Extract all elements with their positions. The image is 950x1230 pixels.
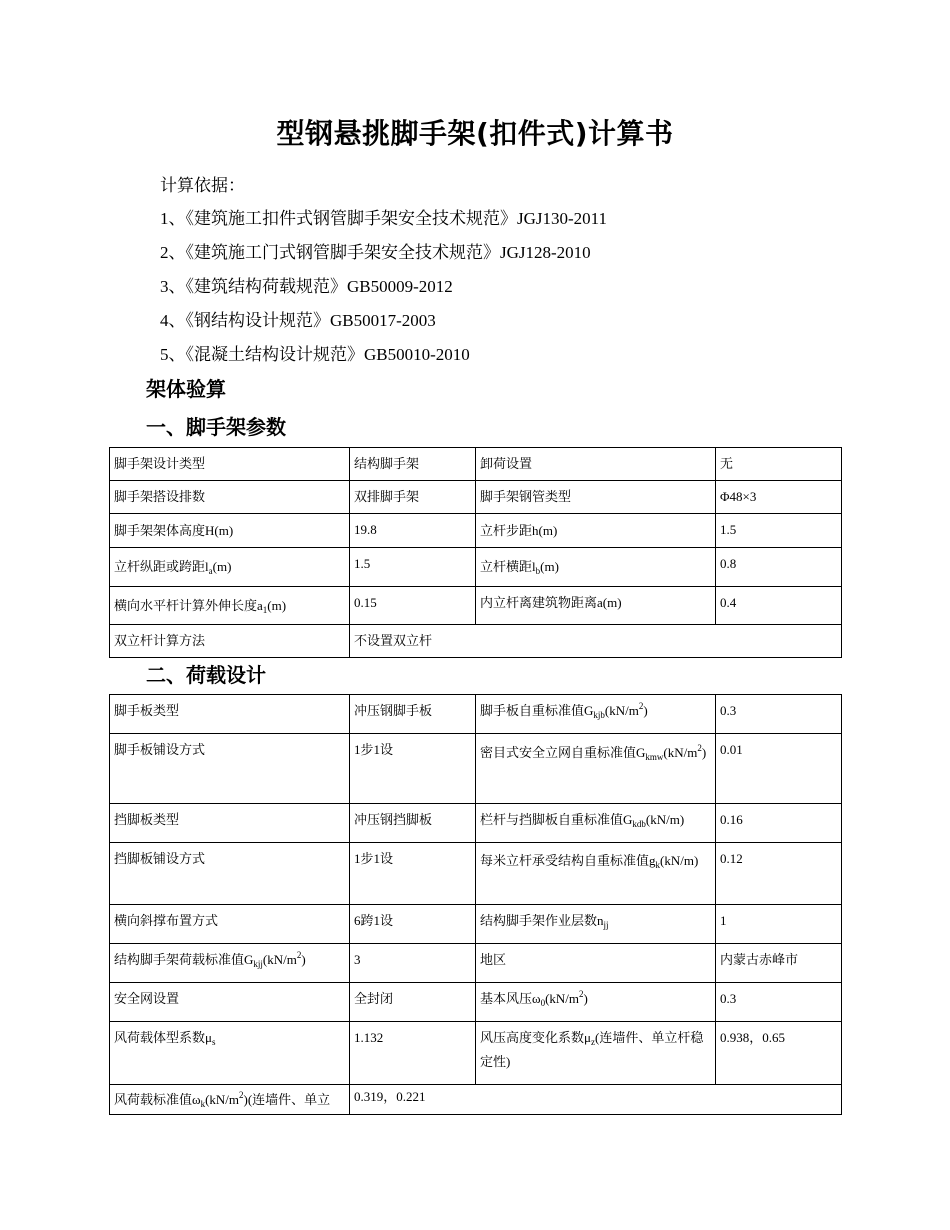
param-label: 栏杆与挡脚板自重标准值$G_{kdb}(kN/m)$ [476, 804, 716, 843]
param-value: 不设置双立杆 [350, 625, 842, 658]
param-value: 结构脚手架 [350, 448, 476, 481]
table-row [110, 944, 842, 983]
table-row [110, 843, 842, 905]
basis-item-3: 3、《建筑结构荷载规范》GB50009-2012 [160, 277, 453, 296]
basis-item-5: 5、《混凝土结构设计规范》GB50010-2010 [160, 345, 470, 364]
param-value: 无 [716, 448, 842, 481]
param-label: 风压高度变化系数$\mu_z$(连墙件、单立杆稳定性) [476, 1022, 716, 1085]
table-row [110, 1085, 842, 1115]
param-label: 卸荷设置 [476, 448, 716, 481]
param-label: 横向水平杆计算外伸长度$a_1(m)$ [110, 587, 350, 625]
table-row [110, 448, 842, 481]
load-design-table [109, 694, 842, 1115]
param-value: 0.319，0.221 [350, 1085, 842, 1115]
param-value: 1步1设 [350, 843, 476, 905]
param-value: 0.01 [716, 734, 842, 804]
param-label: 安全网设置 [110, 983, 350, 1022]
table-row [110, 983, 842, 1022]
param-value: 冲压钢脚手板 [350, 695, 476, 734]
table-row [110, 481, 842, 514]
param-value: 1.5 [716, 514, 842, 548]
param-value: 0.8 [716, 548, 842, 587]
param-value: 1步1设 [350, 734, 476, 804]
param-label: 立杆纵距或跨距$l_a(m)$ [110, 548, 350, 587]
basis-item-2: 2、《建筑施工门式钢管脚手架安全技术规范》JGJ128-2010 [160, 243, 591, 262]
param-label: 结构脚手架作业层数$n_{jj}$ [476, 905, 716, 944]
table-row [110, 905, 842, 944]
param-label: 脚手架架体高度H(m) [110, 514, 350, 548]
table-row [110, 1022, 842, 1085]
basis-heading: 计算依据： [160, 176, 245, 195]
param-label: 挡脚板类型 [110, 804, 350, 843]
param-label: 脚手架设计类型 [110, 448, 350, 481]
param-label: 挡脚板铺设方式 [110, 843, 350, 905]
param-label: 内立杆离建筑物距离a(m) [476, 587, 716, 625]
param-label: 脚手架钢管类型 [476, 481, 716, 514]
param-value: 1.132 [350, 1022, 476, 1085]
param-value: 19.8 [350, 514, 476, 548]
param-value: 0.3 [716, 983, 842, 1022]
param-value: 0.938，0.65 [716, 1022, 842, 1085]
param-value: 6跨1设 [350, 905, 476, 944]
param-value: 0.3 [716, 695, 842, 734]
param-value: Φ48×3 [716, 481, 842, 514]
table-row [110, 548, 842, 587]
param-label: 脚手板自重标准值$G_{kjb}(kN/m^2)$ [476, 695, 716, 734]
section-heading-1: 一、脚手架参数 [146, 415, 286, 439]
param-value: 全封闭 [350, 983, 476, 1022]
param-label: 立杆步距h(m) [476, 514, 716, 548]
table-row [110, 625, 842, 658]
param-value: 3 [350, 944, 476, 983]
param-value: 1.5 [350, 548, 476, 587]
basis-item-4: 4、《钢结构设计规范》GB50017-2003 [160, 311, 436, 330]
table-row [110, 734, 842, 804]
section-heading-2: 二、荷载设计 [146, 663, 266, 687]
param-label: 双立杆计算方法 [110, 625, 350, 658]
param-label: 立杆横距$l_b(m)$ [476, 548, 716, 587]
table-row [110, 804, 842, 843]
table-row [110, 695, 842, 734]
param-value: 0.15 [350, 587, 476, 625]
param-value: 0.4 [716, 587, 842, 625]
param-label: 密目式安全立网自重标准值$G_{kmw}(kN/m^2)$ [476, 734, 716, 804]
param-label: 脚手板类型 [110, 695, 350, 734]
param-label: 每米立杆承受结构自重标准值$g_k(kN/m)$ [476, 843, 716, 905]
table-row [110, 587, 842, 625]
param-value: 0.16 [716, 804, 842, 843]
param-value: 双排脚手架 [350, 481, 476, 514]
basis-item-1: 1、《建筑施工扣件式钢管脚手架安全技术规范》JGJ130-2011 [160, 209, 608, 228]
param-label: 风荷载标准值$\omega_k(kN/m^2)$(连墙件、单立 [110, 1085, 350, 1115]
table-row [110, 514, 842, 548]
param-label: 脚手架搭设排数 [110, 481, 350, 514]
section-heading-main: 架体验算 [146, 377, 226, 401]
param-label: 基本风压$\omega_0(kN/m^2)$ [476, 983, 716, 1022]
param-label: 脚手板铺设方式 [110, 734, 350, 804]
param-value: 内蒙古赤峰市 [716, 944, 842, 983]
document-title: 型钢悬挑脚手架(扣件式)计算书 [276, 117, 674, 150]
scaffold-parameters-table [109, 447, 842, 658]
param-label: 风荷载体型系数$\mu_s$ [110, 1022, 350, 1085]
param-value: 0.12 [716, 843, 842, 905]
param-value: 1 [716, 905, 842, 944]
param-label: 结构脚手架荷载标准值$G_{kjj}(kN/m^2)$ [110, 944, 350, 983]
param-label: 横向斜撑布置方式 [110, 905, 350, 944]
param-label: 地区 [476, 944, 716, 983]
param-value: 冲压钢挡脚板 [350, 804, 476, 843]
